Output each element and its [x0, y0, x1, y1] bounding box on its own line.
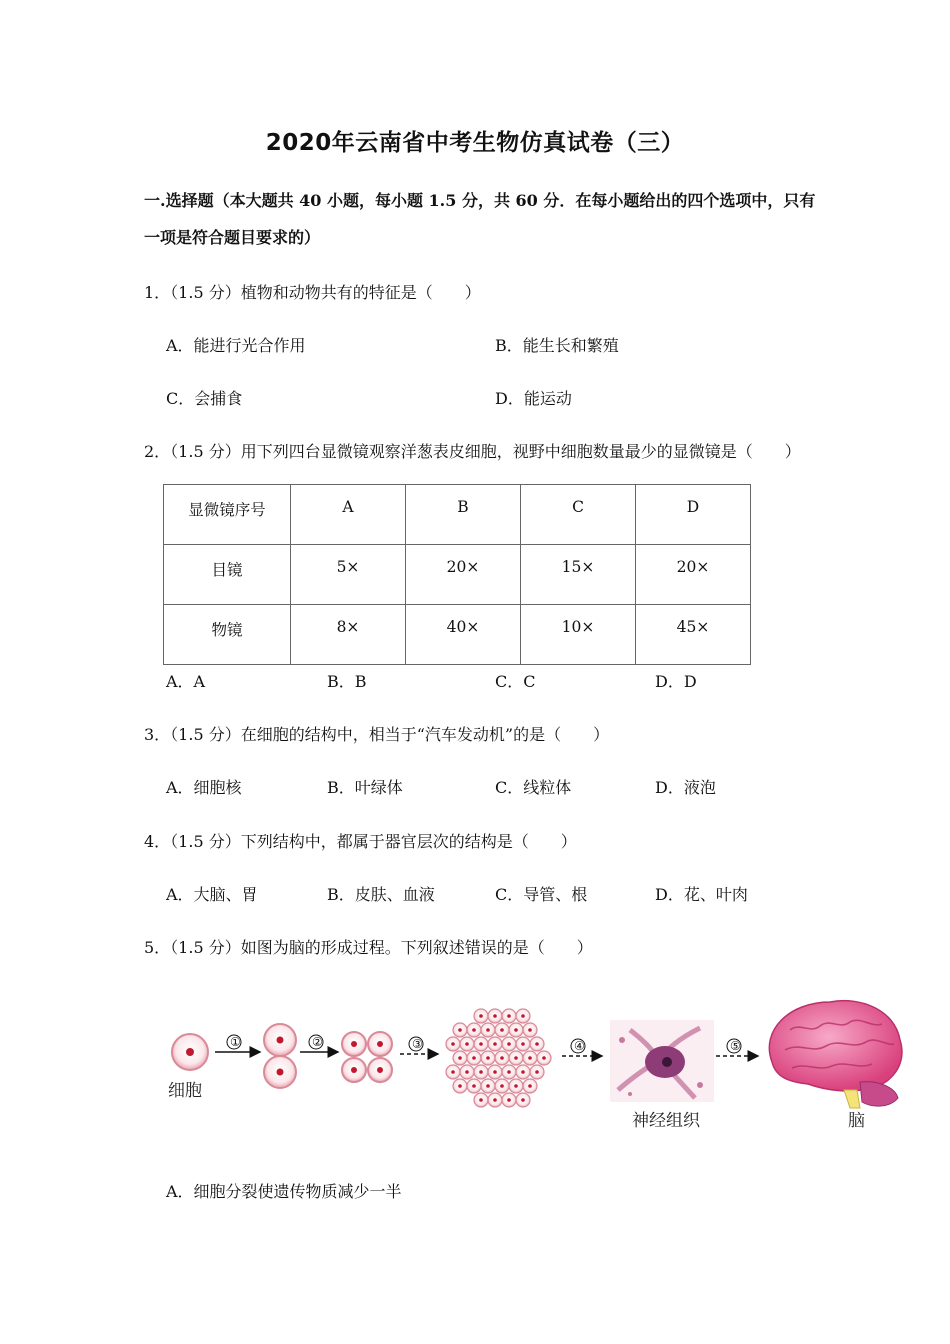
question-1-option-d[interactable]: D．能运动	[495, 389, 572, 408]
four-cells-icon	[342, 1032, 392, 1082]
mass-cell-nucleus	[500, 1028, 504, 1032]
mass-cell-nucleus	[521, 1042, 525, 1046]
two-cells-icon	[264, 1024, 296, 1088]
mass-cell-nucleus	[514, 1084, 518, 1088]
step-1-label: ①	[230, 1035, 241, 1049]
table-cell: 目镜	[164, 545, 291, 605]
mass-cell-nucleus	[521, 1098, 525, 1102]
mass-cell-nucleus	[528, 1028, 532, 1032]
mass-cell-nucleus	[458, 1028, 462, 1032]
mass-cell-nucleus	[451, 1042, 455, 1046]
mass-cell-nucleus	[514, 1056, 518, 1060]
table-cell: 15×	[521, 545, 636, 605]
mass-cell-nucleus	[486, 1028, 490, 1032]
brain-formation-figure	[160, 990, 910, 1140]
question-1-option-b[interactable]: B．能生长和繁殖	[495, 336, 619, 355]
mass-cell-nucleus	[458, 1056, 462, 1060]
table-header-cell: D	[636, 485, 751, 545]
question-3-option-d[interactable]: D．液泡	[655, 778, 716, 797]
mass-cell-nucleus	[493, 1042, 497, 1046]
mass-cell-nucleus	[451, 1070, 455, 1074]
mass-cell-nucleus	[542, 1056, 546, 1060]
mass-cell-nucleus	[507, 1042, 511, 1046]
table-header-row	[164, 485, 751, 545]
mass-cell-nucleus	[514, 1028, 518, 1032]
question-3-option-b[interactable]: B．叶绿体	[327, 778, 403, 797]
table-cell: 45×	[636, 605, 751, 665]
section-heading: 一.选择题（本大题共 40 小题，每小题 1.5 分，共 60 分．在每小题给出的四个选项中，只有一项是符合题目要求的）	[144, 191, 816, 247]
question-4-option-a[interactable]: A．大脑、胃	[166, 885, 258, 904]
question-3-stem: 3．（1.5 分）在细胞的结构中，相当于“汽车发动机”的是（ ）	[144, 725, 610, 744]
table-row	[164, 605, 751, 665]
mass-cell-nucleus	[507, 1014, 511, 1018]
question-4-option-c[interactable]: C．导管、根	[495, 885, 588, 904]
table-cell: 物镜	[164, 605, 291, 665]
table-cell: 20×	[636, 545, 751, 605]
mass-cell-nucleus	[458, 1084, 462, 1088]
step-2-label: ②	[312, 1035, 323, 1049]
question-4-stem: 4．（1.5 分）下列结构中，都属于器官层次的结构是（ ）	[144, 832, 577, 851]
mass-cell-nucleus	[486, 1056, 490, 1060]
question-5-option-a[interactable]: A．细胞分裂使遗传物质减少一半	[166, 1182, 402, 1201]
question-1-option-c[interactable]: C．会捕食	[166, 389, 243, 408]
step-5-label: ⑤	[730, 1039, 741, 1053]
table-cell: 10×	[521, 605, 636, 665]
mass-cell-nucleus	[479, 1098, 483, 1102]
tissue-label: 神经组织	[632, 1111, 700, 1131]
table-cell: 8×	[291, 605, 406, 665]
mass-cell-nucleus	[472, 1084, 476, 1088]
step-4-label: ④	[574, 1039, 585, 1053]
cell-label: 细胞	[168, 1081, 202, 1101]
question-2-stem: 2．（1.5 分）用下列四台显微镜观察洋葱表皮细胞，视野中细胞数量最少的显微镜是（ ）	[144, 442, 801, 461]
mass-cell-nucleus	[535, 1070, 539, 1074]
mass-cell-nucleus	[507, 1098, 511, 1102]
table-row	[164, 545, 751, 605]
table-header-cell: C	[521, 485, 636, 545]
cell-mass-icon	[446, 1009, 551, 1107]
mass-cell-nucleus	[479, 1014, 483, 1018]
table-cell: 5×	[291, 545, 406, 605]
table-header-cell: A	[291, 485, 406, 545]
table-cell: 40×	[406, 605, 521, 665]
question-5-stem: 5．（1.5 分）如图为脑的形成过程。下列叙述错误的是（ ）	[144, 938, 593, 957]
nerve-tissue-icon	[610, 1020, 714, 1102]
mass-cell-nucleus	[500, 1084, 504, 1088]
mass-cell-nucleus	[493, 1070, 497, 1074]
mass-cell-nucleus	[528, 1084, 532, 1088]
question-3-option-c[interactable]: C．线粒体	[495, 778, 572, 797]
question-4-option-d[interactable]: D．花、叶肉	[655, 885, 748, 904]
mass-cell-nucleus	[479, 1070, 483, 1074]
table-header-cell: B	[406, 485, 521, 545]
question-2-option-d[interactable]: D．D	[655, 672, 697, 691]
page-title: 2020年云南省中考生物仿真试卷（三）	[265, 130, 685, 156]
mass-cell-nucleus	[493, 1014, 497, 1018]
mass-cell-nucleus	[472, 1056, 476, 1060]
mass-cell-nucleus	[521, 1014, 525, 1018]
mass-cell-nucleus	[507, 1070, 511, 1074]
mass-cell-nucleus	[465, 1042, 469, 1046]
question-3-option-a[interactable]: A．细胞核	[166, 778, 242, 797]
mass-cell-nucleus	[500, 1056, 504, 1060]
brain-label: 脑	[848, 1111, 865, 1131]
table-cell: 20×	[406, 545, 521, 605]
mass-cell-nucleus	[486, 1084, 490, 1088]
brain-icon	[769, 1001, 902, 1108]
question-1-stem: 1．（1.5 分）植物和动物共有的特征是（ ）	[144, 283, 481, 302]
mass-cell-nucleus	[493, 1098, 497, 1102]
mass-cell-nucleus	[528, 1056, 532, 1060]
question-4-option-b[interactable]: B．皮肤、血液	[327, 885, 435, 904]
question-2-option-b[interactable]: B．B	[327, 672, 367, 691]
question-1-option-a[interactable]: A．能进行光合作用	[166, 336, 306, 355]
mass-cell-nucleus	[479, 1042, 483, 1046]
mass-cell-nucleus	[521, 1070, 525, 1074]
table-header-cell: 显微镜序号	[164, 485, 291, 545]
mass-cell-nucleus	[535, 1042, 539, 1046]
mass-cell-nucleus	[472, 1028, 476, 1032]
mass-cell-nucleus	[465, 1070, 469, 1074]
question-2-option-c[interactable]: C．C	[495, 672, 536, 691]
question-2-option-a[interactable]: A．A	[166, 672, 206, 691]
microscope-table	[163, 484, 751, 665]
step-3-label: ③	[412, 1037, 423, 1051]
single-cell-icon	[172, 1034, 208, 1070]
